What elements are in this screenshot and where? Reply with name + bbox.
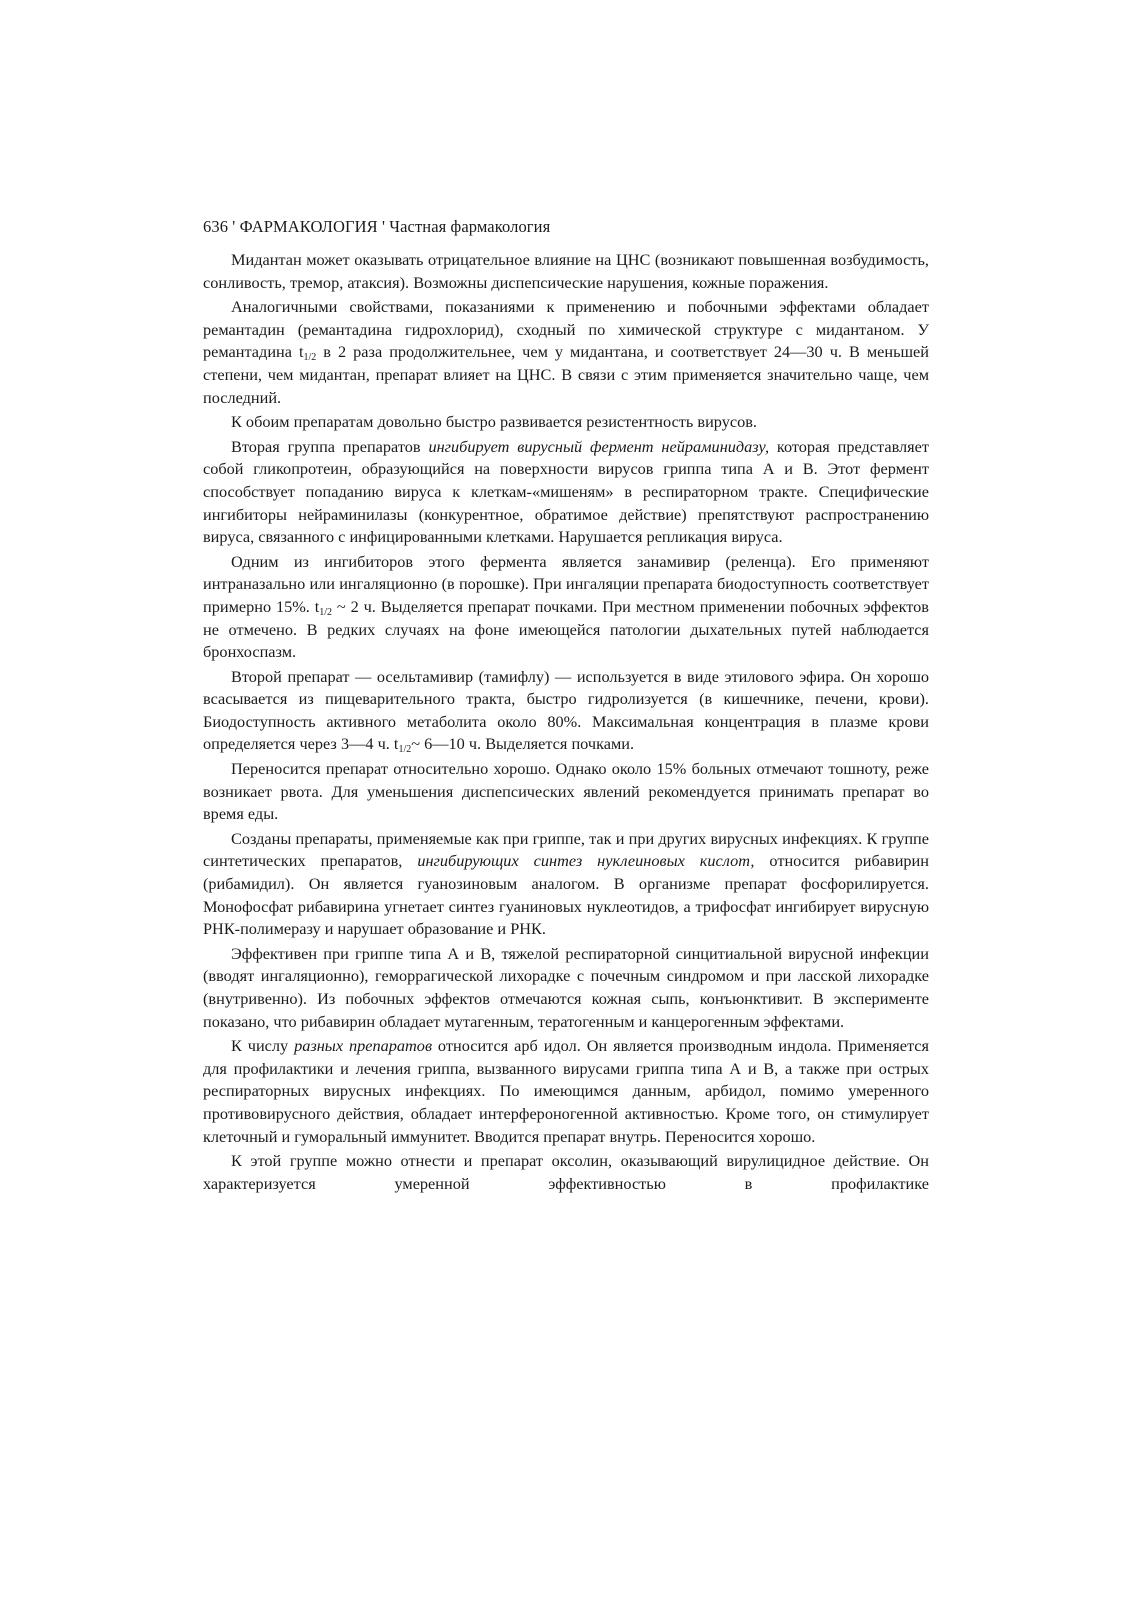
text-run: К числу [231, 1036, 295, 1056]
paragraph [203, 1035, 929, 1148]
header-separator: ' [381, 217, 386, 236]
paragraph [203, 666, 929, 756]
subscript: 1/2 [319, 606, 333, 618]
paragraph [203, 828, 929, 941]
paragraph [203, 411, 929, 434]
text-run: ~ 6—10 ч. Выделяется почками. [411, 734, 635, 754]
text-run: Второй препарат — осельтамивир (тамифлу) — используется в виде этилового эфира. Он хорошо всасывается из пищеварительного тракта, быстро гидролизуется (в кишечнике, печени, крови). Биодоступность активного метаболита около 80%. Максимальная концентрация в плазме крови определяется через 3—4 ч. t [203, 666, 929, 754]
italic-term: ингибирует вирусный фермент нейраминидазу, [428, 436, 770, 456]
text-run: в 2 раза продолжительнее, чем у мидантана, и соответствует 24—30 ч. В меньшей степени, чем мидантан, препарат влияет на ЦНС. В связи с этим применяется значительно чаще, чем последний. [203, 342, 929, 407]
text-run: относится арб идол. Он является производным индола. Применяется для профилактики и лечения гриппа, вызванного вирусами гриппа типа А и В, а также при острых респираторных вирусных инфекциях. По имеющимся данным, арбидол, помимо умеренного противовирусного действия, обладает интерфероногенной активностью. Кроме того, он стимулирует клеточный и гуморальный иммунитет. Вводится препарат внутрь. Переносится хорошо. [203, 1036, 929, 1146]
paragraph [203, 758, 929, 826]
text-run: Вторая группа препаратов [231, 436, 429, 456]
section-title: Частная фармакология [389, 217, 551, 236]
text-run: Аналогичными свойствами, показаниями к применению и побочными эффектами обладает ремантадин (ремантадина гидрохлорид), сходный по химической структуре с мидантаном. У ремантадина t [203, 297, 929, 362]
header-separator: ' [232, 217, 236, 236]
text-run: Созданы препараты, применяемые как при гриппе, так и при других вирусных инфекциях. К группе синтетических препаратов, [203, 828, 929, 871]
page-number: 636 [203, 217, 229, 236]
italic-term: разных препаратов [294, 1036, 433, 1056]
subscript: 1/2 [303, 352, 317, 364]
paragraph [203, 551, 929, 664]
text-run: относится рибавирин (рибамидил). Он является гуанозиновым аналогом. В организме препарат фосфорилируется. Монофосфат рибавирина угнетает синтез гуаниновых нуклеотидов, а трифосфат ингибирует вирусную РНК-полимеразу и нарушает образование и РНК. [203, 851, 929, 939]
text-run: которая представляет собой гликопротеин, образующийся на поверхности вирусов гриппа типа А и В. Этот фермент способствует попаданию вируса к клеткам-«мишеням» в респираторном тракте. Специфические ингибиторы нейраминилазы (конкурентное, обратимое действие) препятствуют распространению вируса, связанного с инфицированными клетками. Нарушается репликация вируса. [203, 436, 930, 547]
subscript: 1/2 [398, 744, 412, 756]
paragraph [203, 1150, 929, 1195]
italic-term: ингибирующих синтез нуклеиновых кислот, [417, 851, 755, 871]
text-run: ~ 2 ч. Выделяется препарат почками. При местном применении побочных эффектов не отмечено. В редких случаях на фоне имеющейся патологии дыхательных путей наблюдается бронхоспазм. [203, 596, 929, 662]
book-page [203, 216, 929, 1197]
paragraph [203, 436, 929, 549]
paragraph [203, 296, 929, 409]
text-run: Мидантан может оказывать отрицательное влияние на ЦНС (возникают повышенная возбудимость, сонливость, тремор, атаксия). Возможны диспепсические нарушения, кожные поражения. [203, 250, 929, 292]
text-run: К обоим препаратам довольно быстро развивается резистентность вирусов. [231, 412, 757, 432]
paragraph [203, 249, 929, 294]
text-run: Эффективен при гриппе типа А и В, тяжелой респираторной синцитиальной вирусной инфекции (вводят ингаляционно), геморрагической лихорадке с почечным синдромом и при ласской лихорадке (внутривенно). Из побочных эффектов отмечаются кожная сыпь, конъюнктивит. В эксперименте показано, что рибавирин обладает мутагенным, тератогенным и канцерогенным эффектами. [203, 943, 929, 1031]
text-run: Одним из ингибиторов этого фермента является занамивир (реленца). Его применяют интраназально или ингаляционно (в порошке). При ингаляции препарата биодоступность соответствует примерно 15%. t [203, 551, 929, 616]
running-header [203, 216, 929, 238]
paragraph [203, 943, 929, 1033]
text-run: К этой группе можно отнести и препарат оксолин, оказывающий вирулицидное действие. Он характеризуется умеренной эффективностью в профилактике [203, 1151, 929, 1193]
book-title: ФАРМАКОЛОГИЯ [239, 217, 378, 236]
text-run: Переносится препарат относительно хорошо. Однако около 15% больных отмечают тошноту, реже возникает рвота. Для уменьшения диспепсических явлений рекомендуется принимать препарат во время еды. [203, 759, 929, 824]
body-text [203, 249, 929, 1195]
